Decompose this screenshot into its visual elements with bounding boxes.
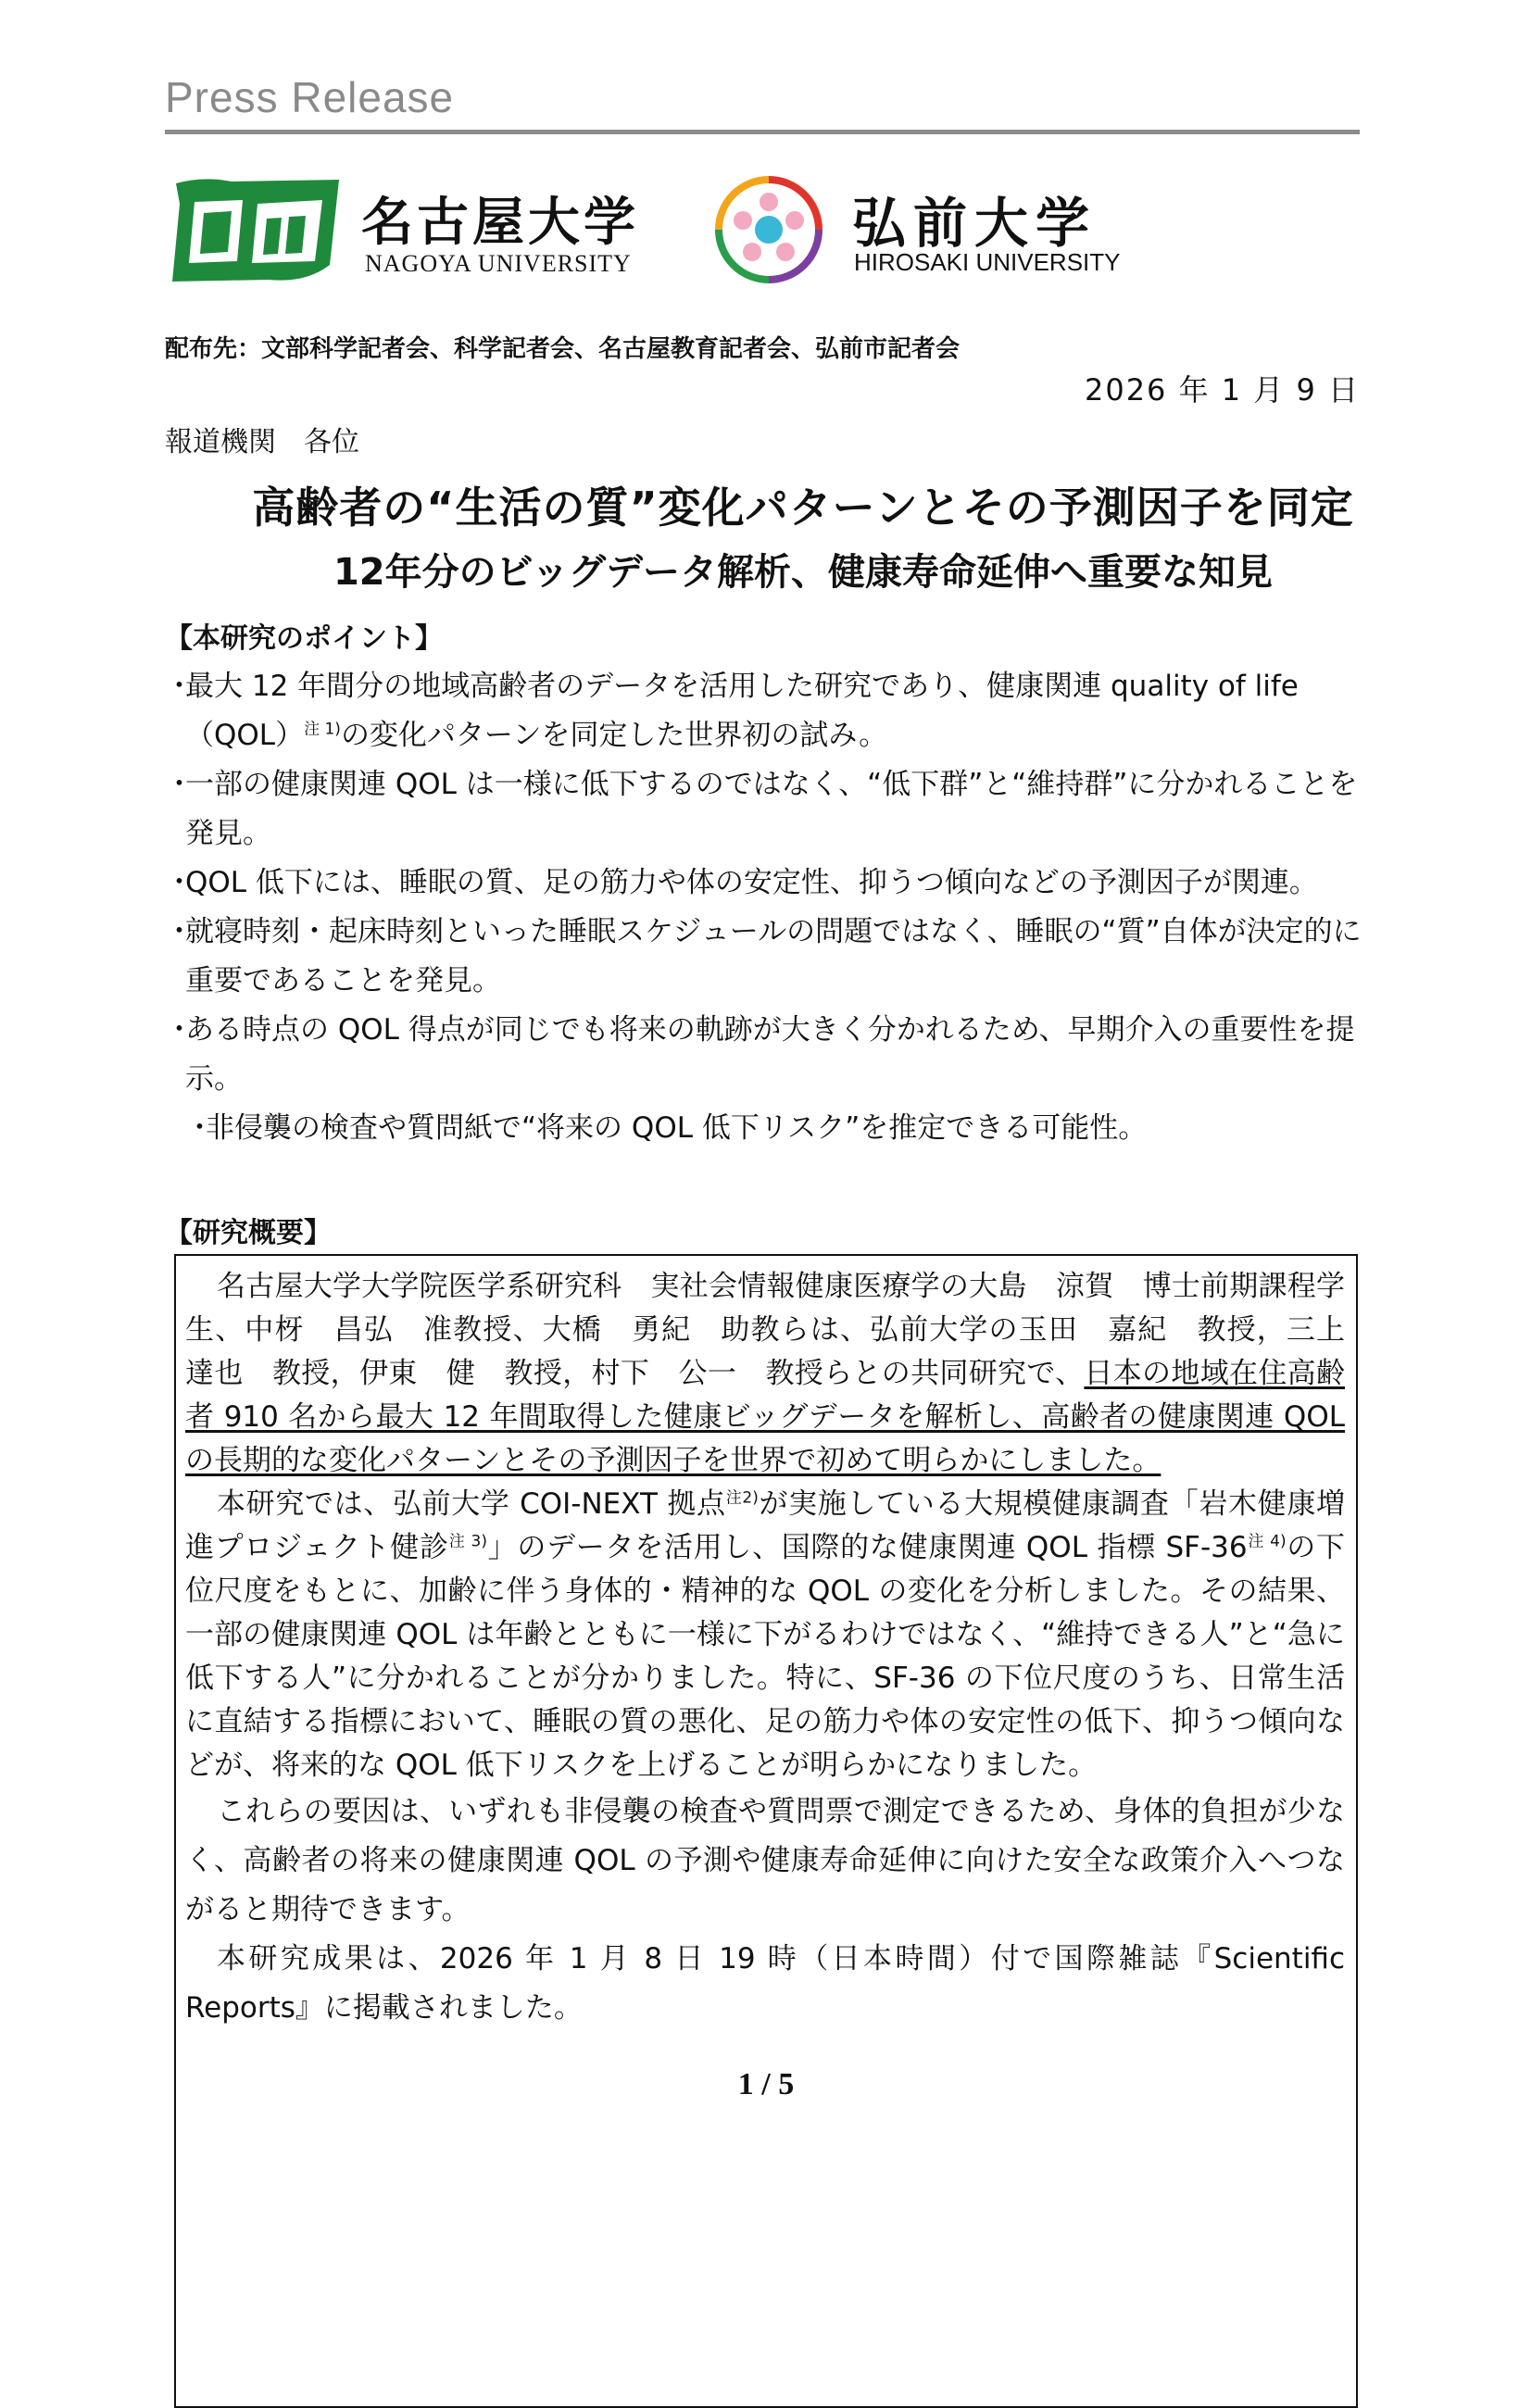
point-text: ある時点の QOL 得点が同じでも将来の軌跡が大きく分かれるため、早期介入の重要性を提示。 (185, 1013, 1355, 1096)
list-item (165, 1006, 1369, 1104)
summary-text: 本研究では、弘前大学 COI-NEXT 拠点 (217, 1487, 726, 1521)
list-item (165, 908, 1369, 1006)
footnote-ref: 注 1) (304, 720, 341, 739)
points-heading: 【本研究のポイント】 (165, 622, 443, 655)
sub-title: 12年分のビッグデータ解析、健康寿命延伸へ重要な知見 (333, 551, 1274, 594)
point-text: の変化パターンを同定した世界初の試み。 (340, 719, 888, 752)
points-list (165, 662, 1369, 1153)
summary-paragraph: 本研究成果は、2026 年 1 月 8 日 19 時（日本時間）付で国際雑誌『Scientific Reports』に掲載されました。 (185, 1942, 1345, 2025)
page-number: 1 / 5 (737, 2067, 795, 2101)
nagoya-university-name-en: NAGOYA UNIVERSITY (365, 250, 632, 277)
summary-highlight: 日本の地域在住高齢者 910 名から最大 12 年間取得した健康ビッグデータを解析し、高齢者の健康関連 QOL の長期的な変化パターンとその予測因子を世界で初めて明らかにしました。 (185, 1357, 1345, 1477)
point-text: 一部の健康関連 QOL は一様に低下するのではなく、“低下群”と“維持群”に分かれることを発見。 (185, 768, 1358, 850)
bullet: ・ (165, 670, 194, 703)
list-item (165, 760, 1369, 859)
hirosaki-university-logo (713, 174, 1139, 285)
bullet: ・ (165, 1013, 194, 1047)
point-text: 非侵襲の検査や質問紙で“将来の QOL 低下リスク”を推定できる可能性。 (206, 1111, 1148, 1145)
footnote-ref: 注 3) (448, 1532, 487, 1551)
summary-paragraph (185, 1265, 1374, 1483)
summary-paragraph (185, 1483, 1345, 1787)
bullet: ・ (185, 1111, 214, 1145)
hirosaki-university-name-en: HIROSAKI UNIVERSITY (854, 248, 1121, 276)
summary-text: 名古屋大学大学院医学系研究科 実社会情報健康医療学の大島 涼賀 博士前期課程学生、中枒 昌弘 准教授、大橋 勇紀 助教らは、弘前大学の玉田 嘉紀 教授，三上 達也 教授，伊東 健 教授，村下 公一 教授らとの共同研究で、 (185, 1270, 1374, 1390)
list-item (165, 859, 1369, 908)
summary-box (174, 1254, 1374, 2408)
nagoya-university-logo (167, 176, 667, 287)
footnote-ref: 注2) (725, 1488, 759, 1508)
point-text: 就寝時刻・起床時刻といった睡眠スケジュールの問題ではなく、睡眠の“質”自体が決定的に重要であることを発見。 (185, 915, 1362, 997)
main-title: 高齢者の“生活の質”変化パターンとその予測因子を同定 (252, 483, 1354, 533)
bullet: ・ (165, 866, 194, 899)
summary-text: の下位尺度をもとに、加齢に伴う身体的・精神的な QOL の変化を分析しました。その結果、一部の健康関連 QOL は年齢とともに一様に下がるわけではなく、“維持できる人”と“急に低下する人”に分かれることが分かりました。特に、SF-36 の下位尺度のうち、日常生活に直結する指標において、睡眠の質の悪化、足の筋力や体の安定性の低下、抑うつ傾向などが、将来的な QOL 低下リスクを上げることが明らかになりました。 (185, 1531, 1345, 1782)
press-release-label: Press Release (165, 73, 455, 121)
release-date: 2026 年 1 月 9 日 (1084, 372, 1360, 408)
footnote-ref: 注 4) (1247, 1532, 1287, 1551)
addressee: 報道機関 各位 (165, 426, 359, 458)
header-divider (165, 130, 1360, 134)
point-text: 最大 12 年間分の地域高齢者のデータを活用した研究であり、健康関連 quality of life（QOL） (185, 670, 1299, 752)
bullet: ・ (165, 915, 194, 948)
summary-heading: 【研究概要】 (165, 1217, 332, 1249)
list-item (165, 662, 1369, 760)
point-text: QOL 低下には、睡眠の質、足の筋力や体の安定性、抑うつ傾向などの予測因子が関連。 (185, 866, 1318, 899)
bullet: ・ (165, 768, 194, 801)
hirosaki-university-mark-icon (713, 174, 824, 285)
hirosaki-university-name-jp: 弘前大学 (852, 192, 1098, 255)
nagoya-university-mark-icon (167, 176, 345, 285)
nagoya-university-name-jp: 名古屋大学 (361, 193, 639, 253)
list-item (165, 1104, 1369, 1153)
distribution-list: 配布先：文部科学記者会、科学記者会、名古屋教育記者会、弘前市記者会 (165, 335, 961, 363)
summary-paragraph: これらの要因は、いずれも非侵襲の検査や質問票で測定できるため、身体的負担が少なく、高齢者の将来の健康関連 QOL の予測や健康寿命延伸に向けた安全な政策介入へつながると期待できます。 (185, 1795, 1345, 1926)
summary-text: が実施している大規模健康調査「岩木健康増進プロジェクト健診 (185, 1487, 1345, 1564)
summary-text: 」のデータを活用し、国際的な健康関連 QOL 指標 SF-36 (486, 1531, 1248, 1564)
